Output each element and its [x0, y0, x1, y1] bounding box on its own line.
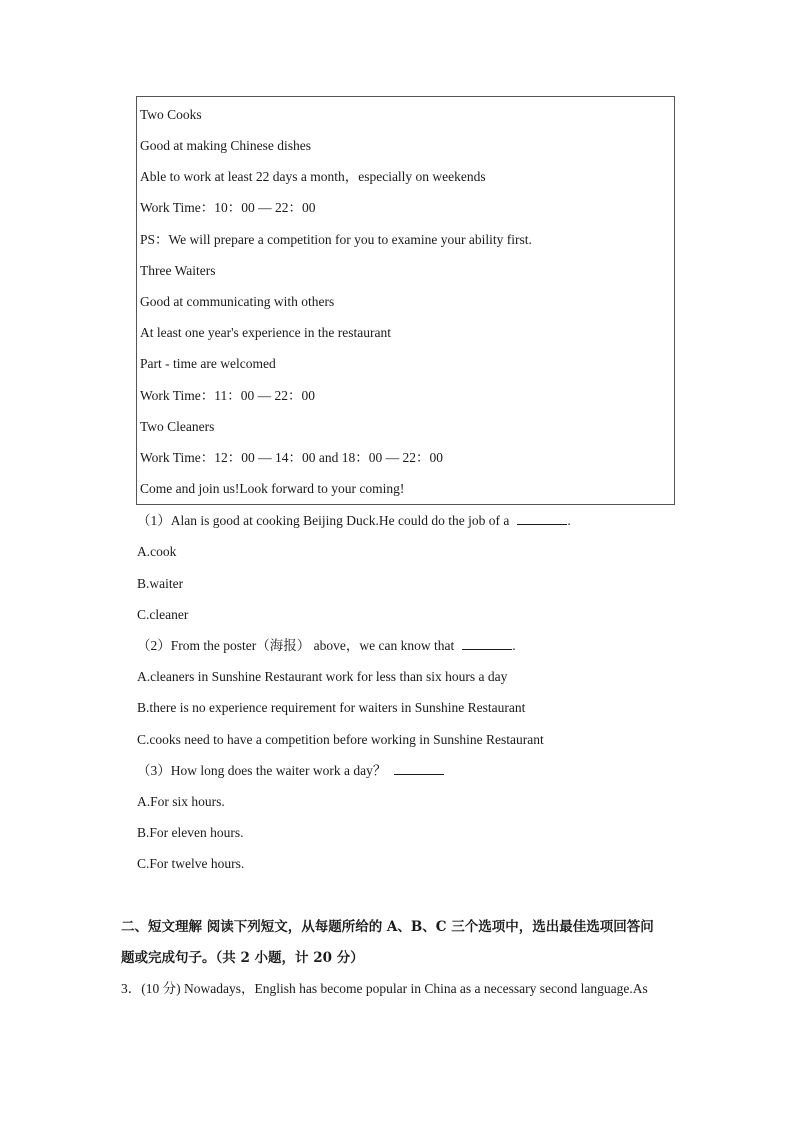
question-3-option-a: A.For six hours.: [137, 794, 225, 809]
question-3-stem: （3）How long does the waiter work a day？: [137, 762, 444, 780]
question-2-option-b: B.there is no experience requirement for waiters in Sunshine Restaurant: [137, 700, 526, 715]
poster-line: Two Cooks: [140, 107, 202, 122]
poster-line: PS：We will prepare a competition for you to examine your ability first.: [140, 232, 532, 247]
passage-3-first-line: 3．(10 分) Nowadays，English has become popular in China as a necessary second language.As: [121, 981, 648, 996]
answer-blank[interactable]: [394, 762, 444, 775]
section-2-heading-cont: 题或完成句子。（共 2 小题，计 20 分）: [121, 950, 364, 966]
poster-line: Work Time：10：00 — 22：00: [140, 200, 316, 215]
question-1-option-c: C.cleaner: [137, 607, 189, 622]
poster-line: Good at making Chinese dishes: [140, 138, 311, 153]
answer-blank[interactable]: [517, 512, 567, 525]
poster-line: At least one year's experience in the restaurant: [140, 325, 391, 340]
poster-line: Good at communicating with others: [140, 294, 335, 309]
question-1-option-b: B.waiter: [137, 576, 184, 591]
poster-line: Come and join us!Look forward to your coming!: [140, 481, 405, 496]
poster-line: Work Time：11：00 — 22：00: [140, 388, 316, 403]
poster-line: Able to work at least 22 days a month，especially on weekends: [140, 169, 486, 184]
answer-blank[interactable]: [462, 637, 512, 650]
question-2-option-a: A.cleaners in Sunshine Restaurant work for less than six hours a day: [137, 669, 508, 684]
poster-line: Three Waiters: [140, 263, 216, 278]
poster-line: Two Cleaners: [140, 419, 215, 434]
recruitment-poster-box: [136, 96, 675, 505]
poster-line: Work Time：12：00 — 14：00 and 18：00 — 22：00: [140, 450, 444, 465]
question-3-option-b: B.For eleven hours.: [137, 825, 244, 840]
question-2-stem: （2）From the poster（海报） above，we can know that .: [137, 638, 516, 653]
poster-line: Part - time are welcomed: [140, 356, 276, 371]
section-2-heading: 二、短文理解 阅读下列短文，从每题所给的 A、B、C 三个选项中，选出最佳选项回答问: [121, 919, 654, 935]
question-1-stem: （1）Alan is good at cooking Beijing Duck.He could do the job of a .: [137, 513, 571, 528]
question-2-option-c: C.cooks need to have a competition before working in Sunshine Restaurant: [137, 732, 544, 747]
question-1-option-a: A.cook: [137, 544, 177, 559]
question-3-option-c: C.For twelve hours.: [137, 856, 245, 871]
